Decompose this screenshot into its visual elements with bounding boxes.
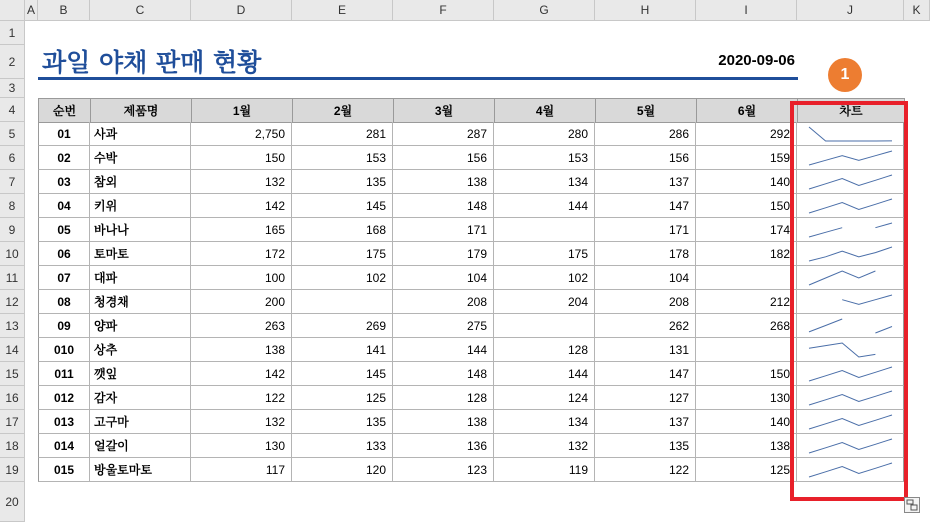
sparkline-line bbox=[809, 271, 875, 285]
table-cell-month-2[interactable]: 281 bbox=[292, 122, 393, 146]
header-month-2[interactable]: 2월 bbox=[292, 98, 394, 123]
table-cell-no[interactable]: 07 bbox=[38, 266, 90, 290]
column-header-j[interactable]: J bbox=[797, 0, 904, 21]
sparkline-line bbox=[809, 391, 892, 405]
table-cell-month-3[interactable]: 179 bbox=[393, 242, 494, 266]
table-cell-no[interactable]: 06 bbox=[38, 242, 90, 266]
table-cell-month-4[interactable]: 153 bbox=[494, 146, 595, 170]
table-cell-chart[interactable] bbox=[797, 290, 904, 314]
table-cell-name[interactable]: 바나나 bbox=[90, 218, 191, 242]
table-cell-name[interactable]: 양파 bbox=[90, 314, 191, 338]
table-cell-no[interactable]: 010 bbox=[38, 338, 90, 362]
row-header-7[interactable]: 7 bbox=[0, 170, 25, 194]
table-cell-month-5[interactable]: 171 bbox=[595, 218, 696, 242]
header-month-1[interactable]: 1월 bbox=[191, 98, 293, 123]
sparkline-line bbox=[809, 151, 892, 165]
table-cell-month-6[interactable]: 125 bbox=[696, 458, 797, 482]
table-cell-month-2[interactable]: 120 bbox=[292, 458, 393, 482]
table-cell-name[interactable]: 얼갈이 bbox=[90, 434, 191, 458]
column-header-e[interactable]: E bbox=[292, 0, 393, 21]
table-cell-month-5[interactable]: 137 bbox=[595, 170, 696, 194]
header-product[interactable]: 제품명 bbox=[90, 98, 192, 123]
sparkline bbox=[797, 290, 904, 314]
table-cell-no[interactable]: 012 bbox=[38, 386, 90, 410]
table-cell-chart[interactable] bbox=[797, 458, 904, 482]
table-cell-month-2[interactable]: 133 bbox=[292, 434, 393, 458]
sparkline bbox=[797, 410, 904, 434]
table-cell-month-2[interactable]: 141 bbox=[292, 338, 393, 362]
table-cell-month-3[interactable]: 138 bbox=[393, 170, 494, 194]
table-cell-month-6[interactable]: 159 bbox=[696, 146, 797, 170]
sparkline-line bbox=[809, 175, 892, 189]
table-cell-no[interactable]: 011 bbox=[38, 362, 90, 386]
sparkline-line bbox=[809, 463, 892, 477]
table-cell-month-3[interactable]: 138 bbox=[393, 410, 494, 434]
sparkline-line bbox=[875, 223, 892, 228]
table-cell-month-1[interactable]: 142 bbox=[191, 194, 292, 218]
sparkline bbox=[797, 386, 904, 410]
sparkline-line bbox=[809, 319, 842, 332]
table-cell-month-3[interactable]: 275 bbox=[393, 314, 494, 338]
table-cell-month-5[interactable]: 156 bbox=[595, 146, 696, 170]
column-header-g[interactable]: G bbox=[494, 0, 595, 21]
table-cell-name[interactable]: 고구마 bbox=[90, 410, 191, 434]
table-cell-month-5[interactable]: 208 bbox=[595, 290, 696, 314]
table-cell-no[interactable]: 01 bbox=[38, 122, 90, 146]
sparkline bbox=[797, 242, 904, 266]
sparkline bbox=[797, 146, 904, 170]
table-cell-month-1[interactable]: 263 bbox=[191, 314, 292, 338]
row-header-12[interactable]: 12 bbox=[0, 290, 25, 314]
table-cell-month-4[interactable]: 132 bbox=[494, 434, 595, 458]
table-cell-month-3[interactable]: 287 bbox=[393, 122, 494, 146]
table-cell-no[interactable]: 013 bbox=[38, 410, 90, 434]
table-cell-month-2[interactable]: 168 bbox=[292, 218, 393, 242]
table-cell-month-3[interactable]: 136 bbox=[393, 434, 494, 458]
table-cell-month-5[interactable]: 131 bbox=[595, 338, 696, 362]
table-cell-month-3[interactable]: 123 bbox=[393, 458, 494, 482]
table-cell-name[interactable]: 대파 bbox=[90, 266, 191, 290]
table-cell-month-5[interactable]: 286 bbox=[595, 122, 696, 146]
table-cell-month-2[interactable]: 145 bbox=[292, 362, 393, 386]
table-cell-month-5[interactable]: 147 bbox=[595, 194, 696, 218]
table-cell-month-1[interactable]: 130 bbox=[191, 434, 292, 458]
header-month-4[interactable]: 4월 bbox=[494, 98, 596, 123]
table-cell-chart[interactable] bbox=[797, 146, 904, 170]
step-badge: 1 bbox=[828, 58, 862, 92]
table-cell-month-6[interactable]: 174 bbox=[696, 218, 797, 242]
table-cell-month-2[interactable]: 125 bbox=[292, 386, 393, 410]
table-cell-month-5[interactable]: 127 bbox=[595, 386, 696, 410]
row-header-17[interactable]: 17 bbox=[0, 410, 25, 434]
table-cell-no[interactable]: 04 bbox=[38, 194, 90, 218]
header-month-6[interactable]: 6월 bbox=[696, 98, 798, 123]
column-header-a[interactable]: A bbox=[25, 0, 38, 21]
table-cell-month-5[interactable]: 147 bbox=[595, 362, 696, 386]
table-cell-name[interactable]: 토마토 bbox=[90, 242, 191, 266]
sparkline-line bbox=[809, 343, 875, 357]
table-cell-no[interactable]: 015 bbox=[38, 458, 90, 482]
table-cell-month-4[interactable]: 102 bbox=[494, 266, 595, 290]
table-cell-month-2[interactable]: 135 bbox=[292, 410, 393, 434]
row-header-16[interactable]: 16 bbox=[0, 386, 25, 410]
table-cell-month-1[interactable]: 2,750 bbox=[191, 122, 292, 146]
sparkline bbox=[797, 458, 904, 482]
header-chart[interactable]: 차트 bbox=[797, 98, 905, 123]
row-header-5[interactable]: 5 bbox=[0, 122, 25, 146]
header-no[interactable]: 순번 bbox=[38, 98, 91, 123]
table-cell-month-5[interactable]: 137 bbox=[595, 410, 696, 434]
sparkline bbox=[797, 434, 904, 458]
column-header-f[interactable]: F bbox=[393, 0, 494, 21]
column-header-k[interactable]: K bbox=[904, 0, 930, 21]
table-cell-name[interactable]: 키위 bbox=[90, 194, 191, 218]
table-cell-month-4[interactable]: 204 bbox=[494, 290, 595, 314]
sparkline-line bbox=[842, 295, 892, 304]
table-cell-month-4[interactable] bbox=[494, 314, 595, 338]
table-cell-chart[interactable] bbox=[797, 314, 904, 338]
row-header-13[interactable]: 13 bbox=[0, 314, 25, 338]
table-cell-month-4[interactable]: 124 bbox=[494, 386, 595, 410]
table-cell-name[interactable]: 깻잎 bbox=[90, 362, 191, 386]
table-cell-chart[interactable] bbox=[797, 266, 904, 290]
sparkline-line bbox=[809, 247, 892, 261]
row-header-1[interactable]: 1 bbox=[0, 21, 25, 45]
table-cell-month-4[interactable]: 144 bbox=[494, 194, 595, 218]
table-cell-name[interactable]: 상추 bbox=[90, 338, 191, 362]
table-cell-month-1[interactable]: 138 bbox=[191, 338, 292, 362]
table-cell-month-2[interactable]: 175 bbox=[292, 242, 393, 266]
table-cell-month-4[interactable]: 128 bbox=[494, 338, 595, 362]
quick-analysis-icon[interactable] bbox=[904, 497, 920, 513]
table-cell-name[interactable]: 사과 bbox=[90, 122, 191, 146]
table-cell-month-4[interactable] bbox=[494, 218, 595, 242]
table-cell-month-6[interactable]: 292 bbox=[696, 122, 797, 146]
column-header-i[interactable]: I bbox=[696, 0, 797, 21]
table-cell-name[interactable]: 참외 bbox=[90, 170, 191, 194]
report-date: 2020-09-06 bbox=[718, 51, 795, 69]
table-cell-no[interactable]: 014 bbox=[38, 434, 90, 458]
row-header-6[interactable]: 6 bbox=[0, 146, 25, 170]
sparkline-line bbox=[875, 327, 892, 334]
table-cell-no[interactable]: 02 bbox=[38, 146, 90, 170]
header-month-3[interactable]: 3월 bbox=[393, 98, 495, 123]
sparkline bbox=[797, 170, 904, 194]
table-cell-month-1[interactable]: 132 bbox=[191, 170, 292, 194]
row-header-4[interactable]: 4 bbox=[0, 98, 25, 122]
sparkline-line bbox=[809, 415, 892, 429]
table-cell-month-3[interactable]: 128 bbox=[393, 386, 494, 410]
sparkline bbox=[797, 362, 904, 386]
table-cell-month-1[interactable]: 122 bbox=[191, 386, 292, 410]
row-header-14[interactable]: 14 bbox=[0, 338, 25, 362]
table-cell-month-3[interactable]: 144 bbox=[393, 338, 494, 362]
table-cell-month-1[interactable]: 142 bbox=[191, 362, 292, 386]
quick-analysis-glyph bbox=[905, 498, 919, 512]
table-cell-month-4[interactable]: 175 bbox=[494, 242, 595, 266]
sparkline-line bbox=[809, 228, 842, 237]
sparkline-line bbox=[809, 439, 892, 453]
table-cell-month-1[interactable]: 165 bbox=[191, 218, 292, 242]
table-cell-chart[interactable] bbox=[797, 386, 904, 410]
table-cell-month-6[interactable]: 140 bbox=[696, 170, 797, 194]
sparkline-line bbox=[809, 199, 892, 213]
table-cell-name[interactable]: 감자 bbox=[90, 386, 191, 410]
table-cell-month-1[interactable]: 117 bbox=[191, 458, 292, 482]
table-cell-month-1[interactable]: 200 bbox=[191, 290, 292, 314]
table-cell-month-1[interactable]: 132 bbox=[191, 410, 292, 434]
column-header-b[interactable]: B bbox=[38, 0, 90, 21]
table-cell-month-6[interactable]: 138 bbox=[696, 434, 797, 458]
table-cell-month-6[interactable] bbox=[696, 338, 797, 362]
table-cell-no[interactable]: 05 bbox=[38, 218, 90, 242]
table-cell-month-4[interactable]: 119 bbox=[494, 458, 595, 482]
table-cell-month-1[interactable]: 100 bbox=[191, 266, 292, 290]
row-header-20[interactable]: 20 bbox=[0, 482, 25, 522]
table-cell-month-6[interactable]: 268 bbox=[696, 314, 797, 338]
sparkline bbox=[797, 122, 904, 146]
row-header-10[interactable]: 10 bbox=[0, 242, 25, 266]
table-cell-month-5[interactable]: 122 bbox=[595, 458, 696, 482]
table-cell-month-3[interactable]: 104 bbox=[393, 266, 494, 290]
table-cell-name[interactable]: 수박 bbox=[90, 146, 191, 170]
table-cell-chart[interactable] bbox=[797, 170, 904, 194]
sparkline bbox=[797, 266, 904, 290]
row-header-11[interactable]: 11 bbox=[0, 266, 25, 290]
sparkline-line bbox=[809, 127, 892, 141]
table-cell-month-6[interactable] bbox=[696, 266, 797, 290]
table-cell-month-3[interactable]: 171 bbox=[393, 218, 494, 242]
table-cell-month-5[interactable]: 104 bbox=[595, 266, 696, 290]
table-cell-chart[interactable] bbox=[797, 410, 904, 434]
table-cell-chart[interactable] bbox=[797, 434, 904, 458]
row-header-15[interactable]: 15 bbox=[0, 362, 25, 386]
table-cell-month-2[interactable]: 102 bbox=[292, 266, 393, 290]
table-cell-month-3[interactable]: 148 bbox=[393, 362, 494, 386]
table-cell-month-4[interactable]: 134 bbox=[494, 170, 595, 194]
table-cell-chart[interactable] bbox=[797, 122, 904, 146]
table-cell-month-6[interactable]: 150 bbox=[696, 194, 797, 218]
table-cell-no[interactable]: 03 bbox=[38, 170, 90, 194]
sparkline bbox=[797, 218, 904, 242]
table-cell-month-1[interactable]: 150 bbox=[191, 146, 292, 170]
row-header-8[interactable]: 8 bbox=[0, 194, 25, 218]
column-header-h[interactable]: H bbox=[595, 0, 696, 21]
table-cell-month-1[interactable]: 172 bbox=[191, 242, 292, 266]
row-header-2[interactable]: 2 bbox=[0, 45, 25, 79]
select-all-corner[interactable] bbox=[0, 0, 25, 21]
table-cell-no[interactable]: 08 bbox=[38, 290, 90, 314]
column-header-d[interactable]: D bbox=[191, 0, 292, 21]
table-cell-month-6[interactable]: 130 bbox=[696, 386, 797, 410]
table-cell-month-5[interactable]: 178 bbox=[595, 242, 696, 266]
sparkline bbox=[797, 194, 904, 218]
table-cell-month-2[interactable]: 145 bbox=[292, 194, 393, 218]
table-cell-name[interactable]: 청경채 bbox=[90, 290, 191, 314]
table-cell-month-2[interactable]: 135 bbox=[292, 170, 393, 194]
row-header-19[interactable]: 19 bbox=[0, 458, 25, 482]
table-cell-chart[interactable] bbox=[797, 218, 904, 242]
sparkline-line bbox=[809, 367, 892, 381]
table-cell-month-2[interactable]: 153 bbox=[292, 146, 393, 170]
sheet-title: 과일 야채 판매 현황 bbox=[42, 48, 262, 77]
table-cell-month-2[interactable]: 269 bbox=[292, 314, 393, 338]
table-cell-month-6[interactable]: 212 bbox=[696, 290, 797, 314]
table-cell-chart[interactable] bbox=[797, 338, 904, 362]
sparkline bbox=[797, 314, 904, 338]
table-cell-month-3[interactable]: 208 bbox=[393, 290, 494, 314]
table-cell-no[interactable]: 09 bbox=[38, 314, 90, 338]
table-cell-chart[interactable] bbox=[797, 242, 904, 266]
table-cell-month-6[interactable]: 150 bbox=[696, 362, 797, 386]
title-underline bbox=[38, 77, 798, 80]
table-cell-month-5[interactable]: 135 bbox=[595, 434, 696, 458]
table-cell-month-5[interactable]: 262 bbox=[595, 314, 696, 338]
row-header-9[interactable]: 9 bbox=[0, 218, 25, 242]
table-cell-month-2[interactable] bbox=[292, 290, 393, 314]
column-header-c[interactable]: C bbox=[90, 0, 191, 21]
table-cell-month-4[interactable]: 134 bbox=[494, 410, 595, 434]
table-cell-name[interactable]: 방울토마토 bbox=[90, 458, 191, 482]
table-cell-chart[interactable] bbox=[797, 362, 904, 386]
table-cell-month-4[interactable]: 280 bbox=[494, 122, 595, 146]
table-cell-month-3[interactable]: 148 bbox=[393, 194, 494, 218]
table-cell-month-4[interactable]: 144 bbox=[494, 362, 595, 386]
table-cell-month-3[interactable]: 156 bbox=[393, 146, 494, 170]
table-cell-month-6[interactable]: 182 bbox=[696, 242, 797, 266]
table-cell-month-6[interactable]: 140 bbox=[696, 410, 797, 434]
row-header-3[interactable]: 3 bbox=[0, 79, 25, 98]
row-header-18[interactable]: 18 bbox=[0, 434, 25, 458]
header-month-5[interactable]: 5월 bbox=[595, 98, 697, 123]
table-cell-chart[interactable] bbox=[797, 194, 904, 218]
sparkline bbox=[797, 338, 904, 362]
